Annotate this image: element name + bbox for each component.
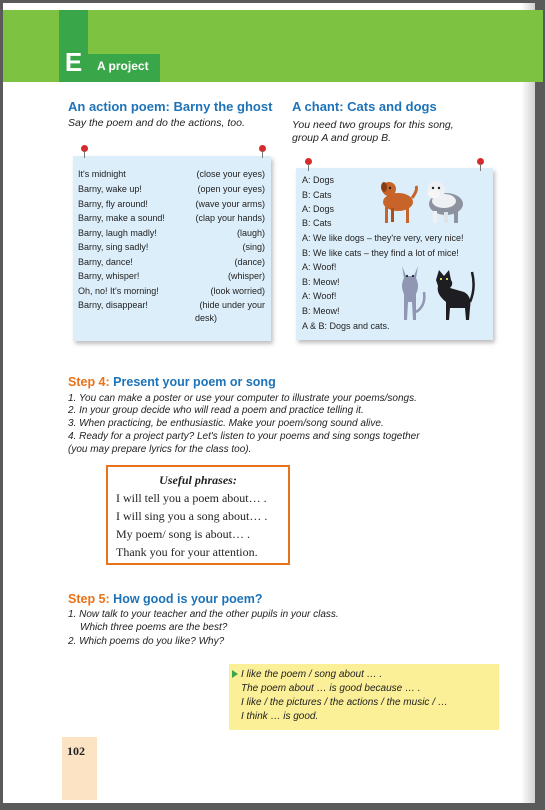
pin-stem	[480, 164, 481, 171]
grey-cat-icon	[402, 266, 424, 320]
step5-item: 1. Now talk to your teacher and the other pupils in your class.	[68, 609, 339, 620]
chant-line: A: Woof!	[302, 262, 337, 272]
page-number-tab	[62, 737, 97, 800]
page-number: 102	[67, 744, 85, 758]
chant-line: A & B: Dogs and cats.	[302, 321, 390, 331]
poem-action: (open your eyes)	[197, 184, 265, 194]
poem-action: desk)	[195, 313, 218, 323]
poem-line: Barny, fly around!	[78, 199, 148, 209]
poem-line: Barny, wake up!	[78, 184, 142, 194]
chant-line: B: We like cats – they find a lot of mice!	[302, 248, 459, 258]
poem-line: Barny, dance!	[78, 257, 133, 267]
step4-item: (you may prepare lyrics for the class too).	[68, 444, 252, 455]
chant-line: B: Cats	[302, 218, 332, 228]
poem-action: (look worried)	[210, 286, 265, 296]
pin-stem	[308, 164, 309, 171]
chant-instruction: You need two groups for this song,	[292, 119, 454, 131]
response-phrase: I think … is good.	[241, 711, 319, 722]
step4-item: 1. You can make a poster or use your computer to illustrate your poems/songs.	[68, 393, 417, 404]
page-edge-shadow	[521, 3, 535, 803]
step5-title: How good is your poem?	[113, 592, 263, 606]
pin-stem	[84, 151, 85, 158]
black-cat-icon	[436, 270, 474, 320]
section-letter: E	[64, 47, 83, 77]
poem-action: (whisper)	[227, 271, 265, 281]
step4-label: Step 4:	[68, 375, 110, 389]
poem-action: (wave your arms)	[195, 199, 265, 209]
pin-stem	[262, 151, 263, 158]
poem-action: (close your eyes)	[196, 169, 265, 179]
grey-dog-icon	[427, 181, 463, 223]
chant-line: A: Woof!	[302, 291, 337, 301]
response-phrase: The poem about … is good because … .	[241, 683, 421, 694]
step4-item: 3. When practicing, be enthusiastic. Make your poem/song sound alive.	[68, 418, 384, 429]
poem-line: Barny, whisper!	[78, 271, 140, 281]
step4-heading	[68, 375, 276, 389]
useful-phrase: My poem/ song is about… .	[116, 527, 250, 541]
useful-phrase: I will tell you a poem about… .	[116, 491, 267, 505]
dogs-illustration	[376, 176, 472, 228]
poem-action: (sing)	[242, 242, 265, 252]
step4-item: 2. In your group decide who will read a poem and practice telling it.	[68, 405, 364, 416]
useful-phrases-title: Useful phrases:	[159, 473, 237, 487]
useful-phrase: Thank you for your attention.	[116, 545, 258, 559]
poem-action: (laugh)	[236, 228, 265, 238]
response-phrase: I like / the pictures / the actions / the music / …	[241, 697, 448, 708]
poem-line: Barny, disappear!	[78, 300, 148, 310]
step4-item: 4. Ready for a project party? Let's listen to your poems and sing songs together	[68, 431, 420, 442]
brown-dog-icon	[381, 182, 417, 223]
step5-item: Which three poems are the best?	[80, 622, 228, 633]
chant-line: A: Dogs	[302, 175, 335, 185]
poem-heading: An action poem: Barny the ghost	[68, 99, 273, 114]
useful-phrases-box	[106, 465, 290, 565]
poem-line: Barny, make a sound!	[78, 213, 165, 223]
arrow-right-icon	[232, 670, 238, 678]
chant-line: A: Dogs	[302, 204, 335, 214]
step5-label: Step 5:	[68, 592, 110, 606]
poem-action: (dance)	[234, 257, 265, 267]
poem-action: (hide under your	[199, 300, 265, 310]
poem-line: It's midnight	[78, 169, 126, 179]
chant-heading: A chant: Cats and dogs	[292, 99, 437, 114]
cats-illustration	[394, 262, 476, 324]
response-phrases-box	[229, 664, 499, 730]
poem-instruction: Say the poem and do the actions, too.	[68, 117, 245, 129]
section-title: A project	[97, 59, 149, 73]
step5-item: 2. Which poems do you like? Why?	[68, 636, 225, 647]
poem-line: Barny, sing sadly!	[78, 242, 149, 252]
useful-phrase: I will sing you a song about… .	[116, 509, 268, 523]
step5-heading	[68, 592, 262, 606]
poem-action: (clap your hands)	[195, 213, 265, 223]
chant-line: B: Meow!	[302, 306, 340, 316]
chant-line: B: Meow!	[302, 277, 340, 287]
chant-line: B: Cats	[302, 190, 332, 200]
step4-title: Present your poem or song	[113, 375, 276, 389]
response-phrase: I like the poem / song about … .	[241, 669, 383, 680]
poem-line: Barny, laugh madly!	[78, 228, 157, 238]
poem-line: Oh, no! It's morning!	[78, 286, 159, 296]
section-letter-block	[59, 10, 88, 82]
chant-line: A: We like dogs – they're very, very nice!	[302, 233, 464, 243]
chant-instruction: group A and group B.	[292, 132, 392, 144]
